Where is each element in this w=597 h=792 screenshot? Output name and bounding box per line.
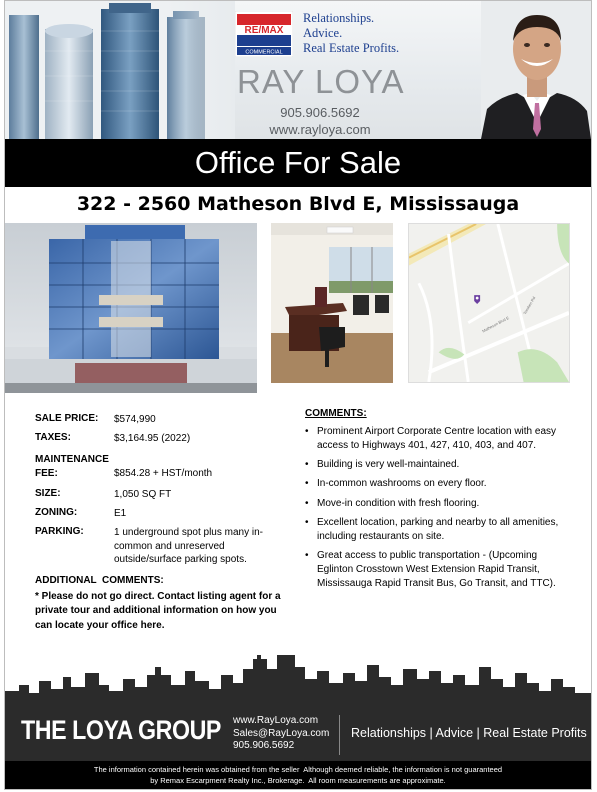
detail-value: 1 underground spot plus many in-common and unreserved outside/surface parking spots. [114,527,263,565]
footer-website[interactable]: www.RayLoya.com [233,715,319,726]
remax-logo-text: RE/MAX [244,25,284,36]
detail-value: $574,990 [114,414,156,425]
building-photo[interactable] [5,223,257,393]
disclaimer [5,761,591,790]
agent-website[interactable]: www.rayloya.com [269,122,371,137]
office-interior-photo[interactable] [271,223,393,383]
map-label-tomken: Tomken Rd [522,295,537,316]
agent-name: RAY LOYA [237,63,405,100]
footer-tagline: Relationships | Advice | Real Estate Profits [351,726,587,740]
remax-logo-subtext: COMMERCIAL [245,49,283,56]
detail-value: $3,164.95 (2022) [114,433,191,444]
comment-item: • Building is very well-maintained. [305,458,567,472]
comment-item: • Prominent Airport Corporate Centre location with easy access to Highways 401, 427, 410, 403, and 407. [305,425,567,453]
footer-phone[interactable]: 905.906.5692 [233,740,295,751]
office-towers-image [5,1,235,139]
comment-item: • Excellent location, parking and nearby to all amenities, including restaurants on site. [305,516,567,544]
listing-title: Office For Sale [5,139,591,187]
additional-comments-heading: ADDITIONAL COMMENTS: [35,575,164,586]
detail-label: ZONING: [35,507,78,518]
map-label-matheson: Matheson Blvd E [481,315,510,334]
detail-label: TAXES: [35,432,71,443]
detail-value: $854.28 + HST/month [114,467,213,479]
detail-value: E1 [114,508,127,519]
comments-heading: COMMENTS: [305,408,367,419]
footer-email[interactable]: Sales@RayLoya.com [233,727,330,739]
detail-label: MAINTENANCE FEE: [35,454,109,479]
footer-divider [339,715,340,755]
flyer-page [4,0,592,790]
comments-list [305,425,567,596]
header-banner [5,1,591,139]
footer-contact [233,715,329,753]
detail-value: 1,050 SQ FT [114,489,172,500]
footer-bar [5,707,591,761]
comment-item: • Great access to public transportation - (Upcoming Eglinton Crosstown West Extension Rapid Transit, Mississauga Rapid Transit Bus, Go Transit, and TTC). [305,549,567,590]
tagline-line-2: Advice. [303,26,343,40]
detail-label: PARKING: [35,526,84,537]
additional-comments-body: * Please do not go direct. Contact listing agent for a private tour and additional information on how you can locate your office here. [35,591,281,631]
disclaimer-line-1: The information contained herein was obtained from the seller Although deemed reliable, the information is not guaranteed [93,765,503,774]
listing-address: 322 - 2560 Matheson Blvd E, Mississauga [76,193,520,215]
footer-brand: THE LOYA GROUP [21,715,221,745]
comment-item: • In-common washrooms on every floor. [305,477,567,491]
detail-label: SIZE: [35,488,61,499]
location-map[interactable] [408,223,570,383]
remax-logo-icon [235,11,293,57]
header-tagline [303,11,399,56]
tagline-line-1: Relationships. [303,11,375,25]
agent-photo [481,1,591,139]
disclaimer-line-2: by Remax Escarpment Realty Inc., Brokerage. All room measurements are approximate. [150,775,446,785]
detail-label: SALE PRICE: [35,413,99,424]
comment-item: • Move-in condition with fresh flooring. [305,497,567,511]
city-skyline-graphic [5,651,591,709]
tagline-line-3: Real Estate Profits. [303,41,400,55]
agent-phone[interactable]: 905.906.5692 [280,105,360,120]
